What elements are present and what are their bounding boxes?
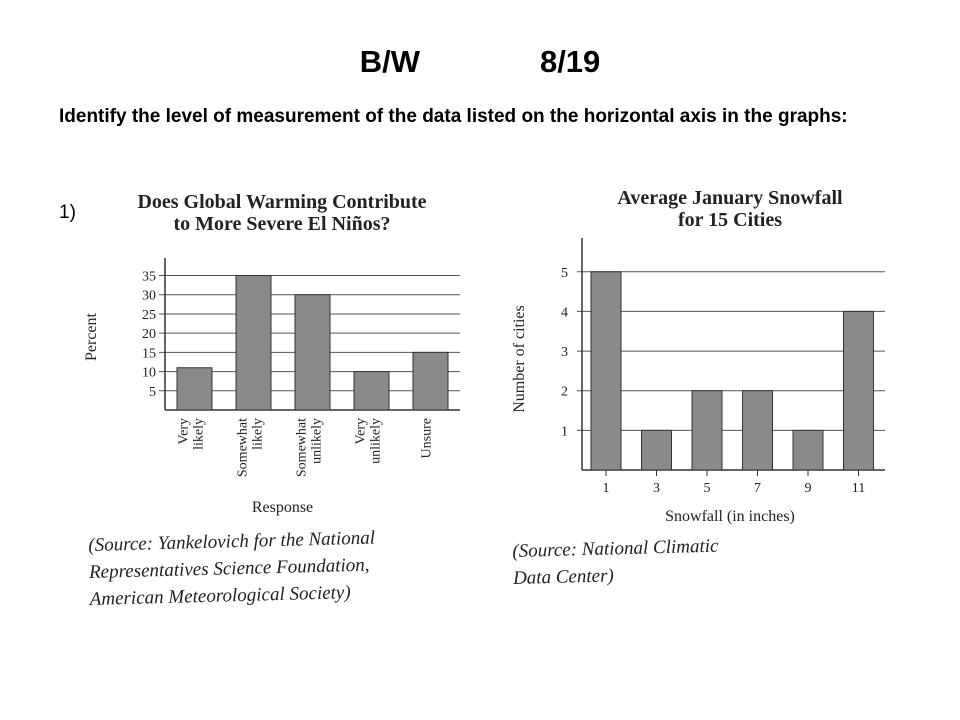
x-tick-label: Somewhat <box>235 418 251 478</box>
x-tick-label: likely <box>191 418 207 450</box>
x-tick-label: Very <box>176 418 192 445</box>
source-note-snowfall <box>512 529 843 592</box>
y-tick-label: 30 <box>142 288 156 304</box>
x-tick-label: 9 <box>804 481 812 496</box>
x-tick-label: 7 <box>754 481 761 496</box>
chart-title-line: Average January Snowfall <box>617 187 843 209</box>
y-tick-label: 10 <box>142 365 156 381</box>
question-text: Identify the level of measurement of the data listed on the horizontal axis in the graphs: <box>59 106 848 127</box>
y-tick-label: 5 <box>561 265 568 281</box>
bar <box>591 272 621 470</box>
snowfall-chart-svg <box>490 178 910 538</box>
source-line: (Source: Yankelovich for the National <box>88 527 376 556</box>
bar <box>177 368 212 410</box>
x-tick-label: 11 <box>851 481 866 496</box>
slide-title <box>0 44 960 80</box>
source-line: Representatives Science Foundation, <box>88 554 370 583</box>
source-line: American Meteorological Society) <box>89 582 351 610</box>
y-tick-label: 4 <box>561 305 568 321</box>
slide-title-left: B/W <box>359 44 420 79</box>
x-tick-label: Unsure <box>419 418 435 459</box>
bar <box>692 391 722 470</box>
source-note-el-nino <box>88 521 510 613</box>
bar <box>642 430 672 470</box>
bar <box>354 372 389 410</box>
bar <box>793 430 823 470</box>
chart-title-line: for 15 Cities <box>677 209 783 231</box>
x-tick-label: unlikely <box>368 418 384 464</box>
bar <box>295 295 330 410</box>
snowfall-bar-chart <box>490 178 910 543</box>
y-tick-label: 15 <box>142 346 156 362</box>
bar <box>743 391 773 470</box>
y-axis-label: Number of cities <box>511 305 528 413</box>
x-axis-label: Snowfall (in inches) <box>665 508 795 525</box>
x-tick-label: unlikely <box>309 418 325 464</box>
x-tick-label: Somewhat <box>294 418 310 478</box>
source-line: (Source: National Climatic <box>512 535 719 562</box>
x-tick-label: likely <box>250 418 266 450</box>
y-tick-label: 35 <box>142 269 156 285</box>
el-nino-chart-svg <box>70 180 480 525</box>
slide-title-right: 8/19 <box>539 44 601 79</box>
y-tick-label: 20 <box>142 327 156 343</box>
y-tick-label: 2 <box>561 384 568 400</box>
el-nino-bar-chart <box>70 180 480 530</box>
y-tick-label: 25 <box>142 307 156 323</box>
item-number: 1) <box>59 202 76 223</box>
x-tick-label: Very <box>353 418 369 445</box>
x-axis-label: Response <box>251 499 314 516</box>
bar <box>844 311 874 470</box>
bar <box>413 352 448 410</box>
x-tick-label: 5 <box>703 481 711 496</box>
y-tick-label: 3 <box>561 345 568 361</box>
x-tick-label: 3 <box>653 481 660 496</box>
x-tick-label: 1 <box>602 481 610 496</box>
source-line: Data Center) <box>512 565 615 589</box>
bar <box>236 276 271 410</box>
y-tick-label: 5 <box>149 384 156 400</box>
chart-title-line: to More Severe El Niños? <box>173 213 391 235</box>
chart-title-line: Does Global Warming Contribute <box>137 191 427 213</box>
y-axis-label: Percent <box>83 313 100 361</box>
y-tick-label: 1 <box>561 424 568 440</box>
